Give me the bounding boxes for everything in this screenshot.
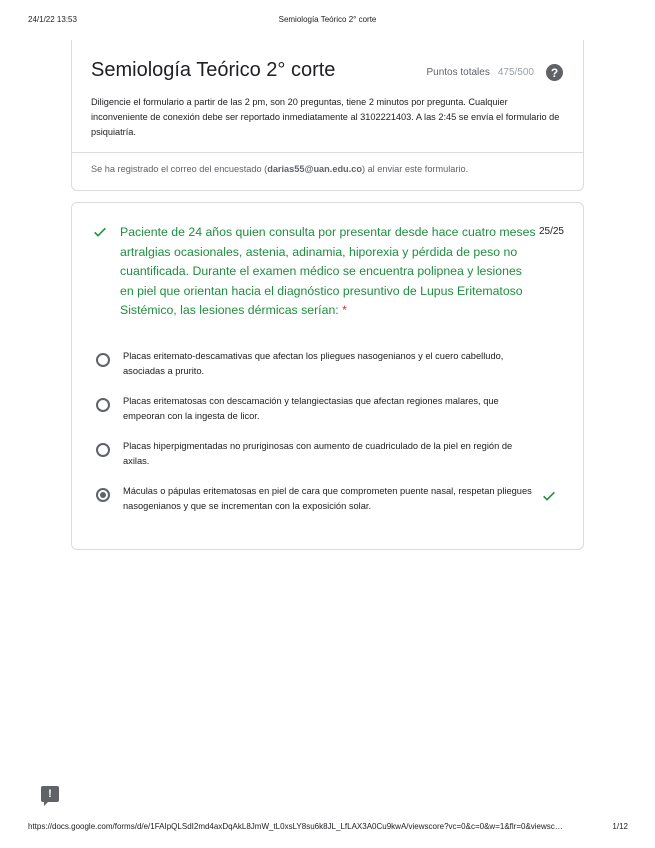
email-prefix: Se ha registrado el correo del encuestado ( <box>91 164 268 174</box>
question-score: 25/25 <box>538 226 564 237</box>
email-note <box>91 164 468 174</box>
option-label: Máculas o pápulas eritematosas en piel de cara que comprometen puente nasal, respetan pliegues nasogenianos y que se incrementan con la exposición solar. <box>123 486 532 511</box>
email-suffix: ) al enviar este formulario. <box>361 164 469 174</box>
required-mark: * <box>342 303 347 317</box>
help-icon[interactable]: ? <box>546 64 563 81</box>
print-datetime: 24/1/22 13:53 <box>28 15 77 24</box>
correct-check-icon <box>541 488 557 504</box>
radio-button-selected[interactable] <box>96 488 110 502</box>
page-number: 1/12 <box>612 822 628 831</box>
radio-button[interactable] <box>96 398 110 412</box>
question-card <box>71 202 584 550</box>
option-label: Placas hiperpigmentadas no pruriginosas con aumento de cuadriculado de la piel en región de axilas. <box>123 441 513 466</box>
page-url: https://docs.google.com/forms/d/e/1FAIpQLSdI2md4axDqAkL8JmW_tL0xsLY8su6k8JL_LfLAX3A0Cu9kwA/viewscore?vc=0&c=0&w=1&flr=0&viewsc… <box>28 822 563 831</box>
points-label: Puntos totales <box>426 67 490 78</box>
correct-check-icon <box>92 224 108 240</box>
option-label: Placas eritematosas con descamación y telangiectasias que afectan regiones malares, que empeoran con la ingesta de licor. <box>123 396 499 421</box>
feedback-icon[interactable]: ! <box>41 786 59 802</box>
points-value: 475/500 <box>497 67 534 78</box>
total-points <box>426 64 563 81</box>
divider <box>72 152 583 153</box>
radio-button[interactable] <box>96 443 110 457</box>
form-description: Diligencie el formulario a partir de las 2 pm, son 20 preguntas, tiene 2 minutos por pregunta. Cualquier inconveniente de conexión debe ser reportado inmediatamente al 3102221403. A las 2:45 se envía el formulario de psiquiatría. <box>91 97 560 137</box>
radio-button[interactable] <box>96 353 110 367</box>
question-body: Paciente de 24 años quien consulta por presentar desde hace cuatro meses artralgias ocasionales, astenia, adinamia, hiporexia y pérdida de peso no cuantificada. Durante el examen médico se encuentra polipnea y lesiones en piel que orientan hacia el diagnóstico presuntivo de Lupus Eritematoso Sistémico, las lesiones dérmicas serían: <box>120 225 536 317</box>
form-header-card <box>71 40 584 191</box>
option-label: Placas eritemato-descamativas que afectan los pliegues nasogenianos y el cuero cabelludo, asociadas a prurito. <box>123 351 504 376</box>
print-title: Semiología Teórico 2° corte <box>278 15 377 24</box>
question-text <box>120 223 538 321</box>
respondent-email: darias55@uan.edu.co <box>267 164 362 174</box>
form-title: Semiología Teórico 2° corte <box>91 59 336 81</box>
